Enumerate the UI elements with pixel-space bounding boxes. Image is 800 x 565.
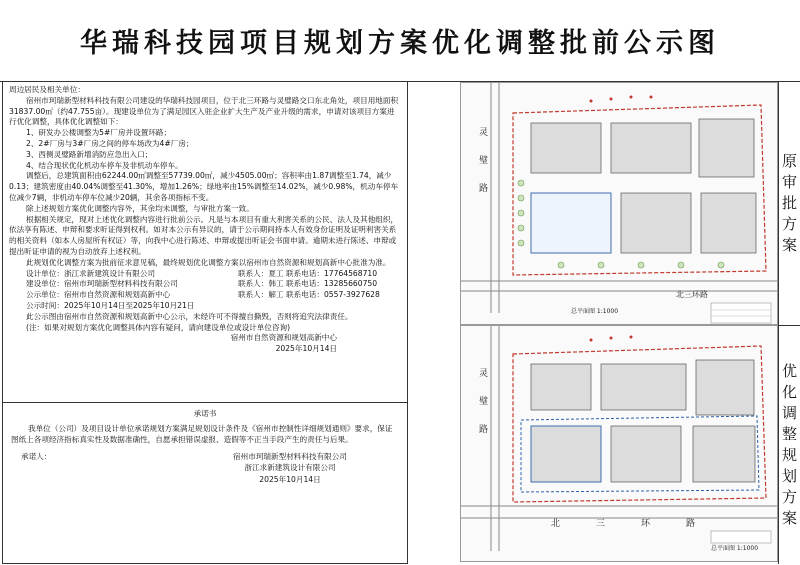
original-site-plan — [460, 82, 778, 325]
label-char: 审 — [781, 173, 797, 191]
period: 公示时间：2025年10月14日至2025年10月21日 — [26, 300, 195, 310]
original-plan-drawing — [461, 83, 778, 325]
note: (注：如果对规划方案优化调整具体内容有疑问，请向建设单位或设计单位咨询) — [26, 322, 291, 332]
label-char: 化 — [781, 383, 797, 401]
promise-body: 我单位（公司）及项目设计单位承诺规划方案满足规划设计条件及《宿州市控制性详细规划通则》要求，保证图纸上各项经济指标真实性及数据准确性，自愿承担错误虚报、造假等不正当手段产生的责任与后果。 — [11, 423, 393, 445]
signer: 宿州市自然资源和规划高新中心 — [230, 333, 337, 343]
contact-person: 联系人：解工 联系电话：0557-3927628 — [238, 290, 380, 300]
road-south-char: 北 — [551, 519, 561, 529]
road-south-char: 三 — [596, 519, 606, 529]
promise-signer-1: 宿州市珂瑞新型材料科技有限公司 — [233, 451, 347, 461]
promise-title: 承诺书 — [193, 409, 217, 418]
road-south-char: 路 — [686, 519, 696, 529]
title-bar — [0, 0, 800, 82]
plan-scale-label: 总平面图 1:1000 — [711, 545, 759, 552]
road-south-char: 环 — [641, 519, 651, 529]
intro-paragraph: 宿州市珂瑞新型材料科技有限公司建设的华瑞科技园项目，位于北三环路与灵璧路交口东北角处，项目用地面积31837.00㎡（约47.755亩）。现建设单位为了满足园区入驻企业扩大生产及产业升级的需求，申请对该项目方案进行优化调整，具体优化调整如下： — [9, 95, 399, 127]
label-char: 优 — [781, 362, 797, 380]
promise-date: 2025年10月14日 — [259, 474, 321, 484]
contact-builder — [9, 279, 401, 290]
label-char: 方 — [781, 215, 797, 233]
notice-text — [2, 82, 408, 402]
road-west-char: 路 — [479, 425, 489, 435]
optimized-plan-label — [778, 325, 800, 564]
road-west-char: 路 — [479, 184, 489, 194]
label-char: 批 — [781, 194, 797, 212]
contact-person: 联系人：韩工 联系电话：13285660750 — [238, 279, 378, 289]
label-char: 调 — [781, 404, 797, 422]
contact-org: 建设单位：宿州市珂瑞新型材料科技有限公司 — [26, 279, 178, 289]
adjust-item-1: 1、研发办公楼调整为5#厂房并设置环路； — [26, 128, 172, 138]
legal-paragraph: 根据相关规定，现对上述优化调整内容进行批前公示。凡是与本项目有重大利害关系的公民、法人及其他组织，依法享有陈述、申辩和要求听证得到权利。如对本公示有异议的，请于公示期间持本人有效身份证明及证明利害关系的相关资料（如本人房屋所有权证）等，向我中心进行陈述、申辩或提出听证会书面申请。逾期未进行陈述、申辩或提出听证申请的视为自动放弃上述权利。 — [9, 214, 399, 256]
label-char: 规 — [781, 446, 797, 464]
label-char: 划 — [781, 467, 797, 485]
promise-signature — [11, 451, 399, 486]
contact-org: 设计单位：浙江求新建筑设计有限公司 — [26, 268, 156, 278]
label-char: 整 — [781, 425, 797, 443]
approval-paragraph: 此规划优化调整方案为批前征求意见稿，最终规划优化调整方案以宿州市自然资源和规划高新中心批准为准。 — [26, 257, 391, 267]
contact-person: 联系人：夏工 联系电话：17764568710 — [238, 268, 378, 278]
optimized-plan-drawing — [461, 326, 778, 562]
promise-signer-2: 浙江求新建筑设计有限公司 — [244, 463, 336, 473]
indicators-paragraph: 调整后，总建筑面积由62244.00㎡调整至57739.00㎡，减少4505.00㎡；容积率由1.87调整至1.74，减少0.13；建筑密度由40.04%调整至41.30%，增加1.26%；绿地率由15%调整至14.02%，减少0.98%，机动车停车位减少7辆，非机动车停车位减少20辆，其余各项指标不变。 — [9, 171, 399, 202]
road-west-char: 灵 — [479, 369, 489, 379]
label-char: 案 — [781, 509, 797, 527]
adjust-item-3: 3、西侧灵璧路新增消防应急出入口； — [26, 149, 153, 159]
label-char: 原 — [781, 152, 797, 170]
road-west-char: 灵 — [479, 128, 489, 138]
plan-scale-label: 总平面图 1:1000 — [571, 308, 619, 315]
contact-design — [9, 269, 401, 280]
warning: 此公示图由宿州市自然资源和规划高新中心公示，未经许可不得擅自撕毁，否则将追究法律责任。 — [26, 311, 353, 321]
unchanged-paragraph: 除上述规划方案优化调整内容外，其余均未调整，与审批方案一致。 — [26, 203, 254, 213]
contact-org: 公示单位：宿州市自然资源和规划高新中心 — [26, 290, 171, 300]
original-plan-label — [778, 82, 800, 325]
promise-letter — [2, 402, 408, 564]
notice-date: 2025年10月14日 — [275, 344, 337, 354]
label-char: 方 — [781, 488, 797, 506]
road-south-label: 北三环路 — [676, 290, 708, 299]
page-title: 华瑞科技园项目规划方案优化调整批前公示图 — [80, 28, 720, 59]
plan-drawings — [408, 82, 800, 564]
adjust-item-2: 2、2#厂房与3#厂房之间的停车场改为4#厂房； — [26, 138, 194, 148]
promise-label: 承诺人： — [21, 451, 52, 461]
road-west-char: 璧 — [479, 397, 489, 407]
optimized-site-plan — [460, 325, 778, 562]
adjust-item-4: 4、结合现状优化机动车停车及非机动车停车。 — [26, 160, 183, 170]
greeting: 周边居民及相关单位： — [9, 85, 85, 94]
label-char: 案 — [781, 236, 797, 254]
road-west-char: 璧 — [479, 156, 489, 166]
contact-publisher — [9, 290, 401, 301]
